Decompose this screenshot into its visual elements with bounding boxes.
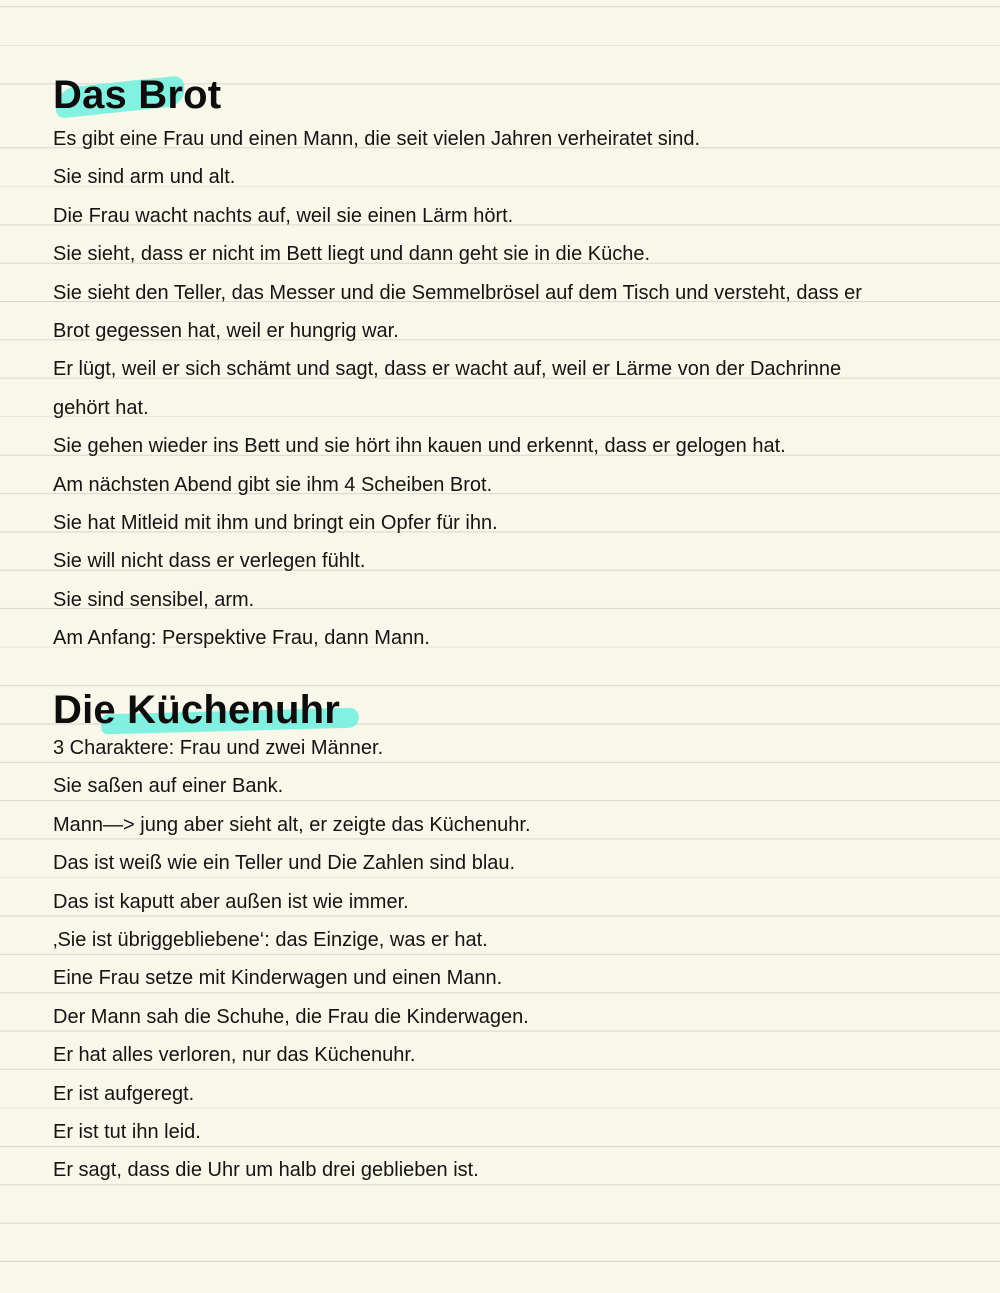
note-line: ‚Sie ist übriggebliebene‘: das Einzige, was er hat. xyxy=(53,928,488,951)
section-title: Die Küchenuhr xyxy=(53,688,341,732)
note-line: Sie sind sensibel, arm. xyxy=(53,588,255,611)
note-line: gehört hat. xyxy=(53,396,149,419)
note-line: Er ist aufgeregt. xyxy=(53,1082,195,1105)
section-title: Das Brot xyxy=(53,73,222,117)
note-line: Es gibt eine Frau und einen Mann, die seit vielen Jahren verheiratet sind. xyxy=(53,128,701,150)
note-line: Eine Frau setze mit Kinderwagen und einen Mann. xyxy=(53,967,503,990)
note-line: Er hat alles verloren, nur das Küchenuhr. xyxy=(53,1044,416,1067)
heading-wrap xyxy=(53,685,953,735)
note-lines xyxy=(53,729,953,1190)
note-line: Am nächsten Abend gibt sie ihm 4 Scheiben Brot. xyxy=(53,473,493,496)
note-line: 3 Charaktere: Frau und zwei Männer. xyxy=(53,737,384,759)
heading-wrap xyxy=(53,70,953,120)
note-line: Sie sieht, dass er nicht im Bett liegt und dann geht sie in die Küche. xyxy=(53,243,651,266)
note-line: Am Anfang: Perspektive Frau, dann Mann. xyxy=(53,627,430,650)
note-line: Sie gehen wieder ins Bett und sie hört ihn kauen und erkennt, dass er gelogen hat. xyxy=(53,435,786,458)
note-line: Sie sind arm und alt. xyxy=(53,166,236,189)
note-line: Die Frau wacht nachts auf, weil sie einen Lärm hört. xyxy=(53,204,514,227)
note-lines xyxy=(53,120,953,657)
note-line: Brot gegessen hat, weil er hungrig war. xyxy=(53,319,399,342)
note-line: Er lügt, weil er sich schämt und sagt, dass er wacht auf, weil er Lärme von der Dachrinne xyxy=(53,358,842,381)
note-line: Sie saßen auf einer Bank. xyxy=(53,775,284,798)
note-line: Der Mann sah die Schuhe, die Frau die Kinderwagen. xyxy=(53,1005,529,1028)
note-line: Sie hat Mitleid mit ihm und bringt ein Opfer für ihn. xyxy=(53,511,498,534)
section-das-brot xyxy=(53,70,953,657)
note-line: Er ist tut ihn leid. xyxy=(53,1120,201,1143)
note-line: Er sagt, dass die Uhr um halb drei geblieben ist. xyxy=(53,1159,479,1182)
note-line: Mann—> jung aber sieht alt, er zeigte das Küchenuhr. xyxy=(53,813,531,836)
note-line: Das ist kaputt aber außen ist wie immer. xyxy=(53,890,409,913)
note-line: Sie will nicht dass er verlegen fühlt. xyxy=(53,550,366,573)
note-line: Das ist weiß wie ein Teller und Die Zahlen sind blau. xyxy=(53,852,516,875)
note-line: Sie sieht den Teller, das Messer und die Semmelbrösel auf dem Tisch und versteht, dass er xyxy=(53,281,862,304)
section-die-kuechenuhr xyxy=(53,685,953,1190)
